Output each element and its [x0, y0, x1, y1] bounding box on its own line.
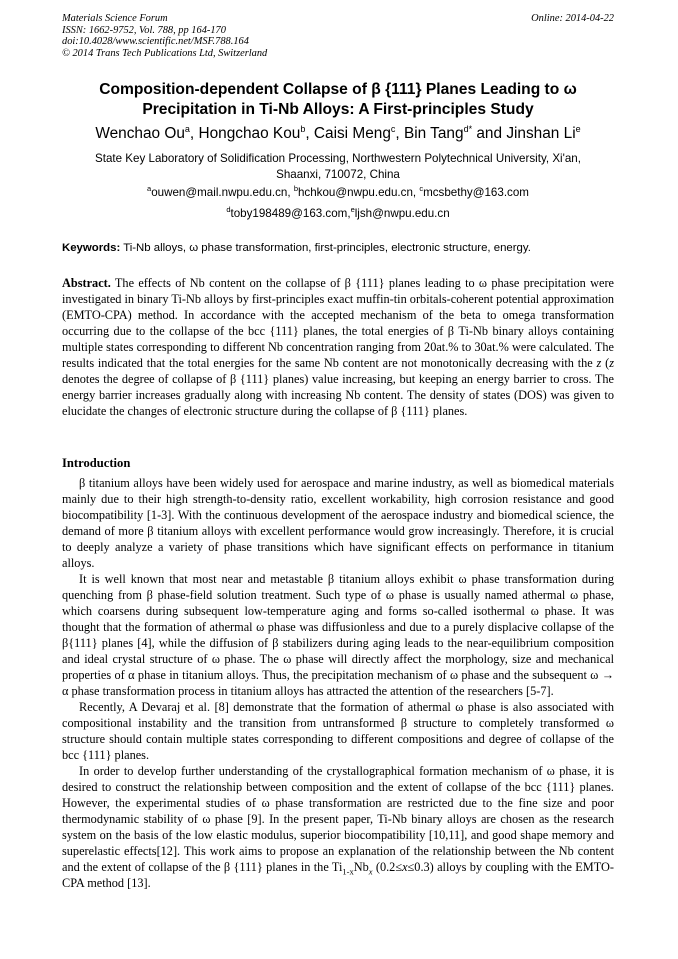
text-line: bcc {111} planes. However, the experimental studies of ω phase transformation are restricted due to	[62, 780, 614, 810]
author-separator: ,	[189, 125, 199, 142]
text-line: with compositional instability and the transition from untransformed β structure to completely	[62, 700, 614, 730]
abstract-text: orbitals-coherent potential approximation (EMTO-CPA) method. In accordance with the accepted	[62, 292, 614, 322]
text-line: Thus, the precipitation mechanism of ω phase and the subsequent ω → α phase transformation	[62, 668, 614, 698]
abstract-text: energies for the same Nb content are not monotonically decreasing with the	[213, 356, 597, 370]
abstract-text: the total energies of β Ti-Nb binary alloys containing multiple states corresponding to different Nb	[62, 324, 615, 354]
affiliation-line-2: Shaanxi, 710072, China	[276, 168, 400, 181]
text-line: process in titanium alloys has attracted the attention of the researchers [5-7].	[178, 684, 554, 698]
abstract-text: concentration ranging from 20at.% to 30at.% were calculated. The results indicated that the total	[62, 340, 615, 370]
title-line-2: Precipitation in Ti-Nb Alloys: A First-principles Study	[142, 101, 534, 118]
online-date: Online: 2014-04-22	[531, 13, 614, 24]
email-address[interactable]: ljsh@nwpu.edu.cn	[354, 207, 450, 220]
text-line: ≤0.3) alloys by coupling with the EMTO-CPA method [13].	[62, 860, 614, 890]
email-mark: c	[419, 184, 424, 193]
text-line: which have significant effects on performance in titanium alloys.	[62, 540, 614, 570]
text-line: transformed ω structure should contain multiple states corresponding to different compositions and	[62, 716, 614, 746]
running-header	[62, 13, 614, 59]
author-name: Jinshan Li	[506, 125, 576, 142]
paper-title	[62, 80, 614, 120]
text-line: to a purely displacive collapse of the β{111} planes [4], while the diffusion of β stabilizers during	[62, 620, 614, 650]
introduction-heading: Introduction	[62, 456, 131, 470]
author-mark: d*	[463, 124, 473, 134]
abstract-text: (	[601, 356, 610, 370]
email-address[interactable]: toby198489@163.com,	[230, 207, 351, 220]
text-line: Recently, A Devaraj et al. [8] demonstrate that the formation of athermal ω phase is also associated	[79, 700, 588, 714]
text-line: alloys are chosen as the research system on the basis of the low elastic modulus, superior	[62, 812, 615, 842]
text-line: degree of collapse of the bcc {111} planes.	[62, 732, 614, 762]
text-line: athermal ω phase, which coarsens during subsequent low-temperature aging and forms so-called	[62, 588, 614, 618]
title-line-1: Composition-dependent Collapse of β {111} Planes Leading to ω	[99, 81, 577, 98]
variable-z: z	[596, 356, 602, 370]
abstract-text: collapse of β {111} planes) value increasing, but keeping an energy barrier to cross. The energy	[62, 372, 614, 402]
email-line-1	[62, 186, 614, 200]
affiliation-line-1: State Key Laboratory of Solidification Processing, Northwestern Polytechnical University, Xi'an,	[95, 152, 581, 165]
author-name: Hongchao Kou	[198, 125, 301, 142]
email-mark: b	[293, 184, 298, 193]
text-line: isothermal ω phase. It was thought that the formation of athermal ω phase was diffusionless and due	[62, 604, 614, 634]
abstract-text: mechanism of the beta to omega transformation occurring due to the collapse of the bcc {111} planes,	[62, 308, 615, 338]
email-address[interactable]: mcsbethy@163.com	[423, 186, 529, 199]
email-line-2	[62, 207, 614, 221]
abstract-text: The effects of Nb content on the collapse of β {111} planes leading to ω phase	[110, 276, 520, 290]
abstract	[62, 275, 614, 419]
text-line: In order to develop further understanding of the crystallographical formation mechanism of ω	[79, 764, 555, 778]
text-line: materials mainly due to their high strength-to-density ratio, excellent workability, high corrosion	[62, 476, 614, 506]
subscript-x: x	[368, 866, 373, 877]
paragraph	[62, 763, 614, 891]
text-line: propose an explanation of the relationship between the Nb content and the extent of collapse of the β	[62, 844, 614, 874]
abstract-text: denotes the degree of	[62, 372, 169, 386]
email-mark: e	[350, 205, 355, 214]
text-line: would grow increasingly. Therefore, it is crucial to deeply analyze a variety of phase transitions	[62, 524, 615, 554]
issn-line: ISSN: 1662-9752, Vol. 788, pp 164-170	[62, 24, 226, 36]
author-mark: e	[575, 124, 581, 134]
author-name: Wenchao Ou	[95, 125, 185, 142]
author-name: Bin Tang	[403, 125, 464, 142]
author-name: Caisi Meng	[313, 125, 391, 142]
author-separator: and	[472, 125, 507, 142]
doi-line: doi:10.4028/www.scientific.net/MSF.788.164	[62, 36, 249, 48]
text-line: during quenching from β phase-field solution treatment. Such type of ω phase is usually named	[62, 572, 614, 602]
text-line: will directly affect the morphology, size and mechanical properties of α phase in titanium alloys.	[62, 652, 614, 682]
text-line: aging leads to the near-equilibrium composition and ideal crystal structure of ω phase. The ω phase	[62, 636, 615, 666]
text-line: β titanium alloys have been widely used for aerospace and marine industry, as well as biomedical	[79, 476, 566, 490]
keywords-label: Keywords:	[62, 242, 121, 254]
author-separator: ,	[305, 125, 314, 142]
text-line: {111} planes in the Ti	[233, 860, 343, 874]
abstract-text: precipitation were investigated in binary Ti-Nb alloys by first-principles exact muffin-tin	[62, 276, 614, 306]
author-mark: c	[390, 124, 396, 134]
text-line: the fine size and poor thermodynamic stability of ω phase [9]. In the present paper, Ti-Nb binary	[62, 796, 614, 826]
affiliation	[62, 151, 614, 183]
paragraph	[62, 571, 614, 699]
text-line: biocompatibility [10,11], and good shape memory and superelastic effects[12]. This work aims to	[62, 828, 614, 858]
abstract-text: barrier increases gradually along with increasing Nb content. The density of states (DOS) was given	[98, 388, 601, 402]
copyright-line: © 2014 Trans Tech Publications Ltd, Switzerland	[62, 47, 268, 59]
email-address[interactable]: hchkou@nwpu.edu.cn,	[297, 186, 420, 199]
author-list	[62, 124, 614, 144]
variable-x: x	[402, 860, 408, 874]
email-mark: d	[226, 205, 231, 214]
text-line: phase, it is desired to construct the relationship between composition and the extent of collapse of the	[62, 764, 614, 794]
keywords-text: Ti-Nb alloys, ω phase transformation, first-principles, electronic structure, energy.	[120, 242, 531, 254]
paragraph	[62, 475, 614, 571]
text-line: resistance and good biocompatibility [1-3]. With the continuous development of the aerospace	[62, 492, 615, 522]
subscript: 1-x	[342, 866, 354, 877]
text-line: industry and biomedical science, the demand of more β titanium alloys with excellent performance	[62, 508, 615, 538]
journal-name: Materials Science Forum	[62, 13, 168, 24]
keywords	[62, 241, 614, 255]
text-line: Nb	[353, 860, 369, 874]
abstract-label: Abstract.	[62, 276, 111, 290]
email-address[interactable]: ouwen@mail.nwpu.edu.cn,	[151, 186, 294, 199]
introduction-body	[62, 475, 614, 891]
text-line: (0.2≤	[372, 860, 403, 874]
paragraph	[62, 699, 614, 763]
author-mark: a	[184, 124, 190, 134]
abstract-text: to elucidate the changes of electronic structure during the collapse of β {111} planes.	[62, 388, 614, 418]
text-line: It is well known that most near and metastable β titanium alloys exhibit ω phase transformation	[79, 572, 577, 586]
author-mark: b	[300, 124, 306, 134]
email-mark: a	[147, 184, 152, 193]
author-separator: ,	[395, 125, 404, 142]
variable-z: z	[609, 356, 614, 370]
